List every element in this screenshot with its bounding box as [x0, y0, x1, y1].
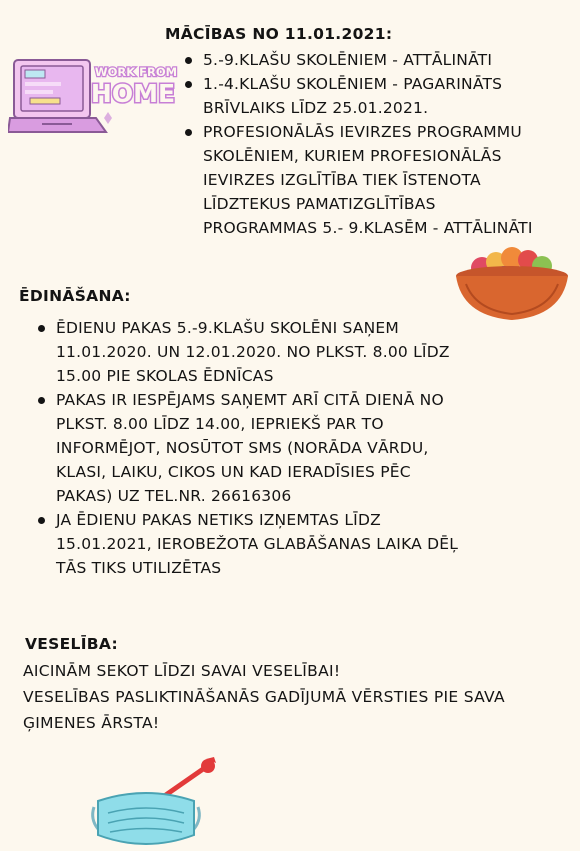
laptop-sticker-line1: WORK FROM — [94, 65, 178, 79]
laptop-icon — [8, 56, 180, 138]
list-item: PROFESIONĀLĀS IEVIRZES PROGRAMMU SKOLĒNIEM, KURIEM PROFESIONĀLĀS IEVIRZES IZGLĪTĪBA TIEK ĪSTENOTA LĪDZTEKUS PAMATIZGLĪTĪBAS PROGRAMMAS 5.- 9.KLASĒM - ATTĀLINĀTI — [185, 120, 573, 240]
health-heading: VESELĪBA: — [25, 635, 118, 653]
laptop-sticker-line2: HOME — [90, 79, 176, 108]
list-item: 5.-9.KLAŠU SKOLĒNIEM - ATTĀLINĀTI — [185, 48, 573, 72]
health-line-1: AICINĀM SEKOT LĪDZI SAVAI VESELĪBAI! — [23, 662, 341, 680]
meals-heading: ĒDINĀŠANA: — [19, 287, 131, 305]
list-item: PAKAS IR IESPĒJAMS SAŅEMT ARĪ CITĀ DIENĀ NO PLKST. 8.00 LĪDZ 14.00, IEPRIEKŠ PAR TO INFORMĒJOT, NOSŪTOT SMS (NORĀDA VĀRDU, KLASI, LAIKU, CIKOS UN KAD IERADĪSIES PĒC PAKAS) UZ TEL.NR. 26616306 — [38, 388, 470, 508]
meals-list — [38, 316, 470, 580]
study-heading: MĀCĪBAS NO 11.01.2021: — [165, 25, 393, 43]
list-item: ĒDIENU PAKAS 5.-9.KLAŠU SKOLĒNI SAŅEM 11.01.2020. UN 12.01.2020. NO PLKST. 8.00 LĪDZ 15.00 PIE SKOLAS ĒDNĪCAS — [38, 316, 470, 388]
fruit-bowl-icon — [452, 240, 572, 324]
health-line-2: VESELĪBAS PASLIKTINĀŠANĀS GADĪJUMĀ VĒRSTIES PIE SAVA ĢIMENES ĀRSTA! — [23, 688, 505, 732]
list-item: JA ĒDIENU PAKAS NETIKS IZŅEMTAS LĪDZ 15.01.2021, IEROBEŽOTA GLABĀŠANAS LAIKA DĒĻ TĀS TIKS UTILIZĒTAS — [38, 508, 470, 580]
face-mask-icon — [88, 755, 228, 851]
list-item: 1.-4.KLAŠU SKOLĒNIEM - PAGARINĀTS BRĪVLAIKS LĪDZ 25.01.2021. — [185, 72, 573, 120]
study-list — [185, 48, 573, 240]
